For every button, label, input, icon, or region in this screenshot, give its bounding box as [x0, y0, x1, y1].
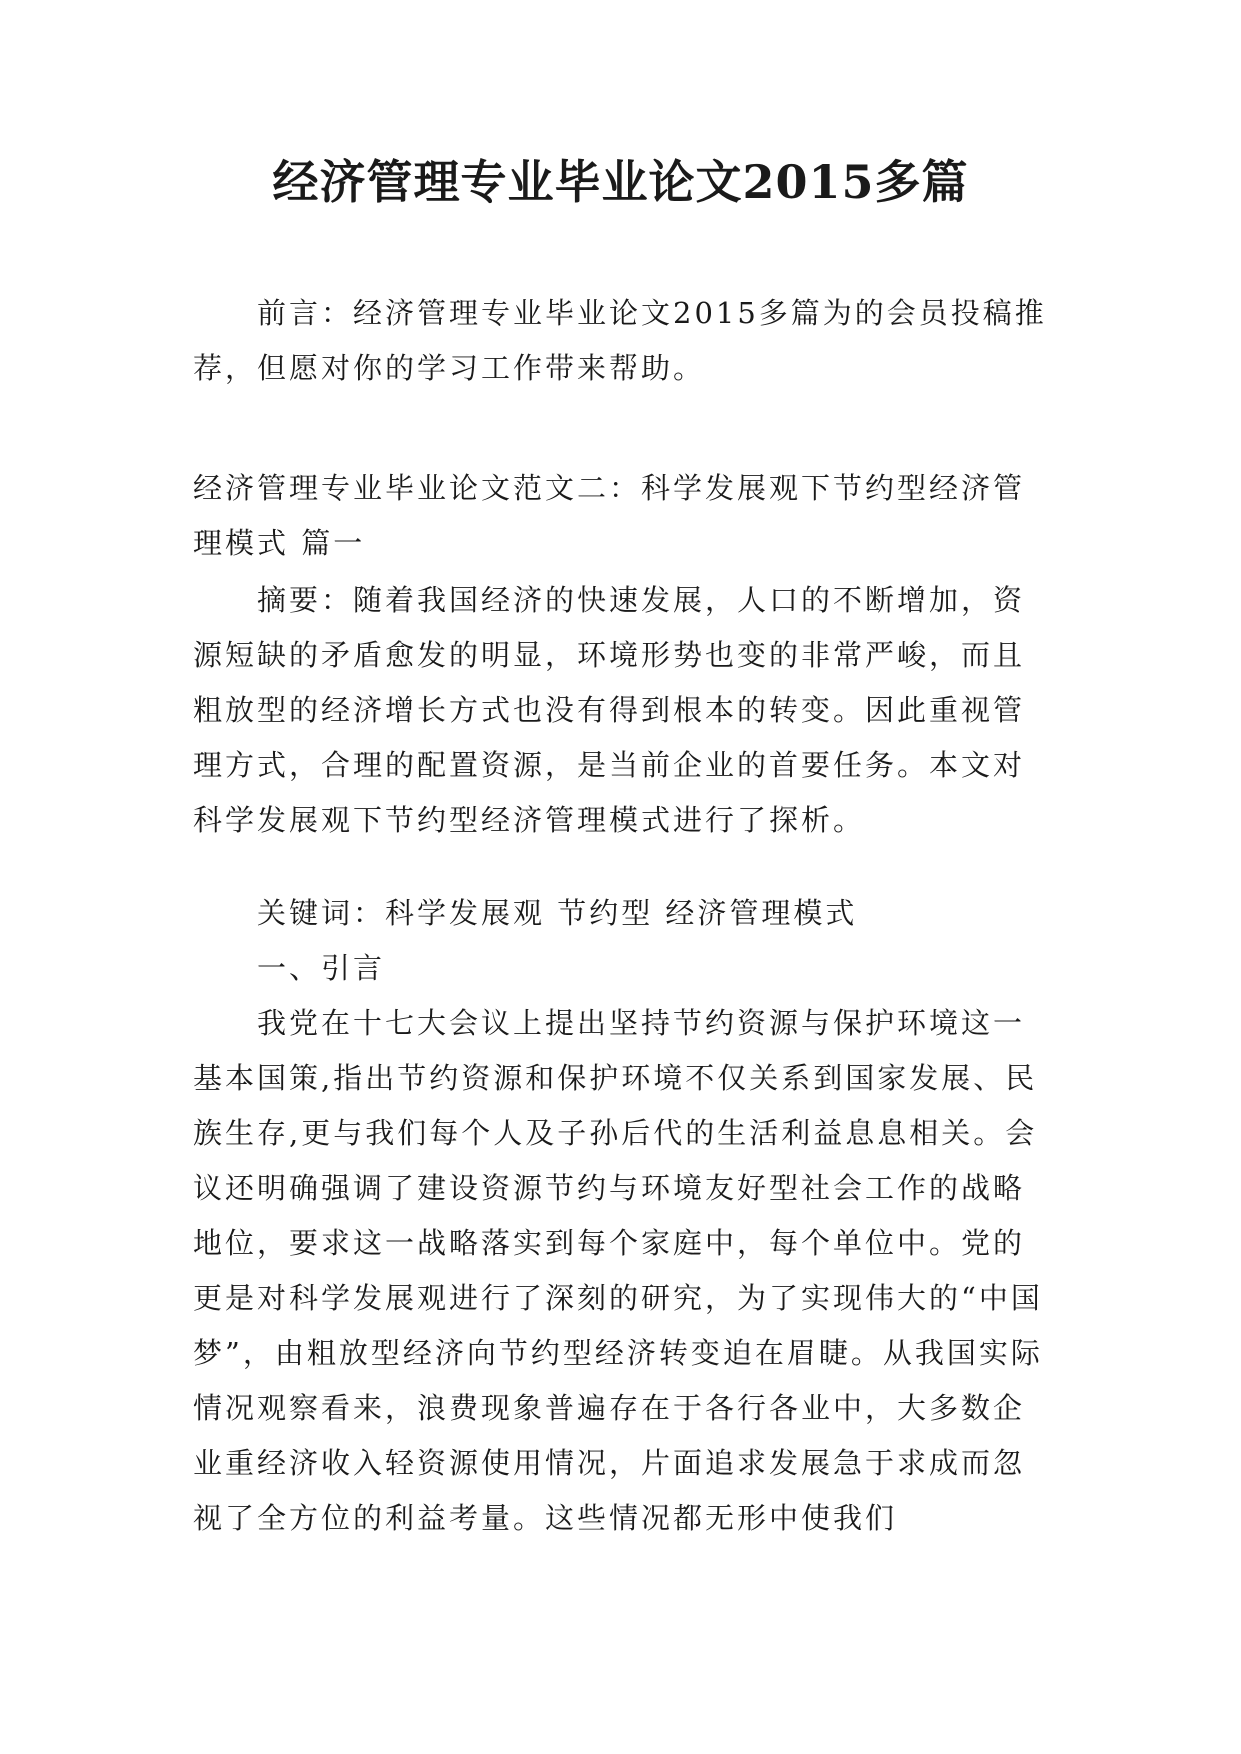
- document-title: 经济管理专业毕业论文2015多篇: [272, 155, 969, 209]
- article-title: 经济管理专业毕业论文范文二：科学发展观下节约型经济管理模式 篇一: [193, 471, 1026, 560]
- preface-paragraph: 前言：经济管理专业毕业论文2015多篇为的会员投稿推荐，但愿对你的学习工作带来帮助。: [193, 296, 1047, 385]
- section-heading: 一、引言: [257, 951, 386, 985]
- body-paragraph: 我党在十七大会议上提出坚持节约资源与保护环境这一基本国策,指出节约资源和保护环境不仅关系到国家发展、民族生存,更与我们每个人及子孙后代的生活利益息息相关。会议还明确强调了建设资源节约与环境友好型社会工作的战略地位，要求这一战略落实到每个家庭中，每个单位中。党的更是对科学发展观进行了深刻的研究，为了实现伟大的“中国梦”，由粗放型经济向节约型经济转变迫在眉睫。从我国实际情况观察看来，浪费现象普遍存在于各行各业中，大多数企业重经济收入轻资源使用情况，片面追求发展急于求成而忽视了全方位的利益考量。这些情况都无形中使我们: [193, 1006, 1043, 1535]
- abstract-paragraph: 摘要：随着我国经济的快速发展，人口的不断增加，资源短缺的矛盾愈发的明显，环境形势也变的非常严峻，而且粗放型的经济增长方式也没有得到根本的转变。因此重视管理方式，合理的配置资源，是当前企业的首要任务。本文对科学发展观下节约型经济管理模式进行了探析。: [193, 583, 1026, 837]
- keywords-line: 关键词：科学发展观 节约型 经济管理模式: [257, 896, 858, 930]
